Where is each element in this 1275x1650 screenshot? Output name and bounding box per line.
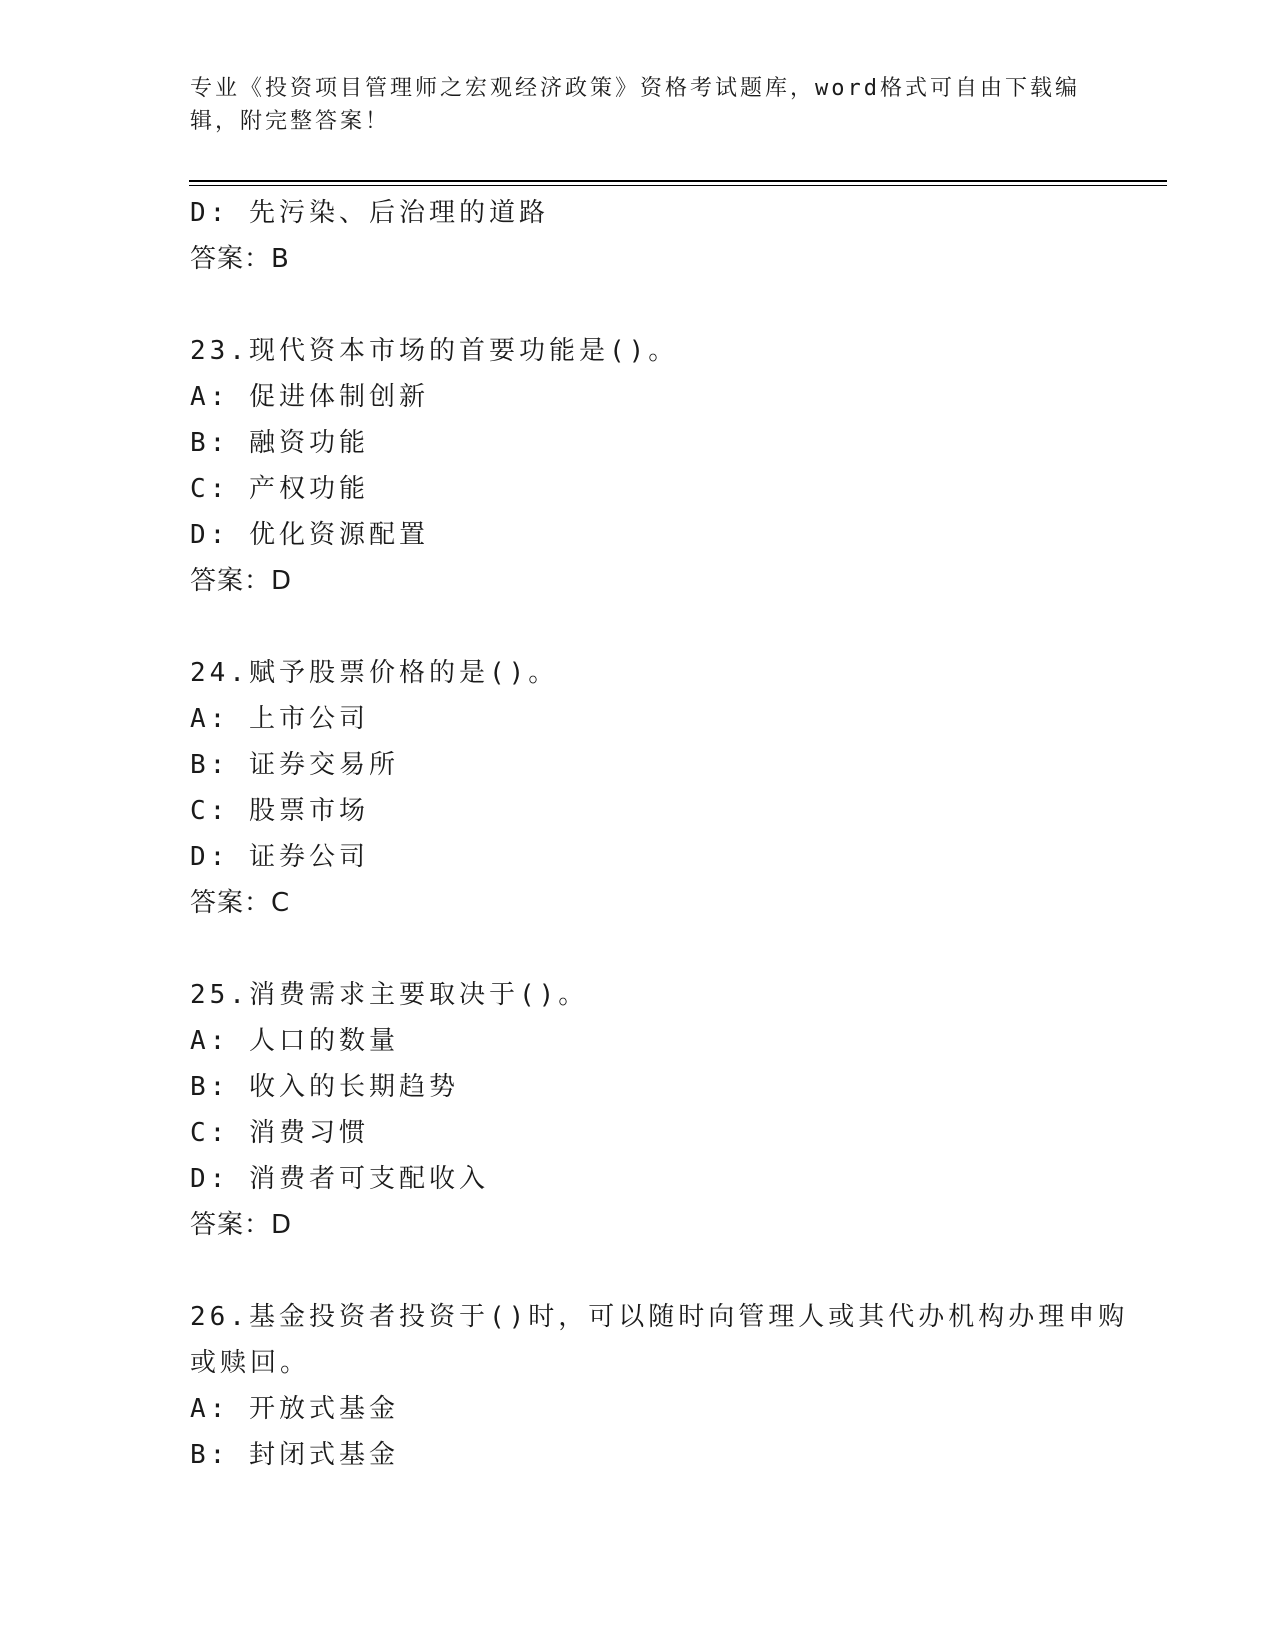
- option-b: B: 证券交易所: [190, 750, 399, 780]
- question-stem: 24.赋予股票价格的是()。: [190, 658, 559, 688]
- question-26: [190, 1294, 1129, 1478]
- question-stem: 25.消费需求主要取决于()。: [190, 980, 589, 1010]
- option-b: B: 融资功能: [190, 428, 369, 458]
- option-a: A: 促进体制创新: [190, 382, 429, 412]
- option-c: C: 消费习惯: [190, 1118, 369, 1148]
- question-list: [190, 190, 1129, 1478]
- document-header: 专业《投资项目管理师之宏观经济政策》资格考试题库，word格式可自由下载编辑，附完整答案！: [190, 76, 1080, 134]
- question-stem-line-1: 26.基金投资者投资于()时，可以随时向管理人或其代办机构办理申购: [190, 1302, 1129, 1332]
- question-stem-line-2: 或赎回。: [190, 1348, 311, 1378]
- option-c: C: 产权功能: [190, 474, 369, 504]
- option-a: A: 人口的数量: [190, 1026, 399, 1056]
- answer: 答案：D: [190, 566, 293, 596]
- answer: 答案：D: [190, 1210, 293, 1240]
- option-a: A: 上市公司: [190, 704, 369, 734]
- question-22-tail: [190, 190, 1090, 282]
- question-24: [190, 650, 1090, 926]
- option-d: D: 优化资源配置: [190, 520, 429, 550]
- header-divider-thick: [189, 180, 1167, 182]
- question-23: [190, 328, 1090, 604]
- header-divider-thin: [189, 185, 1167, 186]
- option-d: D: 先污染、后治理的道路: [190, 198, 549, 228]
- question-25: [190, 972, 1090, 1248]
- option-c: C: 股票市场: [190, 796, 369, 826]
- option-b: B: 收入的长期趋势: [190, 1072, 459, 1102]
- answer: 答案：C: [190, 888, 291, 918]
- option-d: D: 证券公司: [190, 842, 369, 872]
- option-a: A: 开放式基金: [190, 1394, 399, 1424]
- answer: 答案：B: [190, 244, 290, 274]
- option-d: D: 消费者可支配收入: [190, 1164, 489, 1194]
- question-stem: 23.现代资本市场的首要功能是()。: [190, 336, 679, 366]
- option-b: B: 封闭式基金: [190, 1440, 399, 1470]
